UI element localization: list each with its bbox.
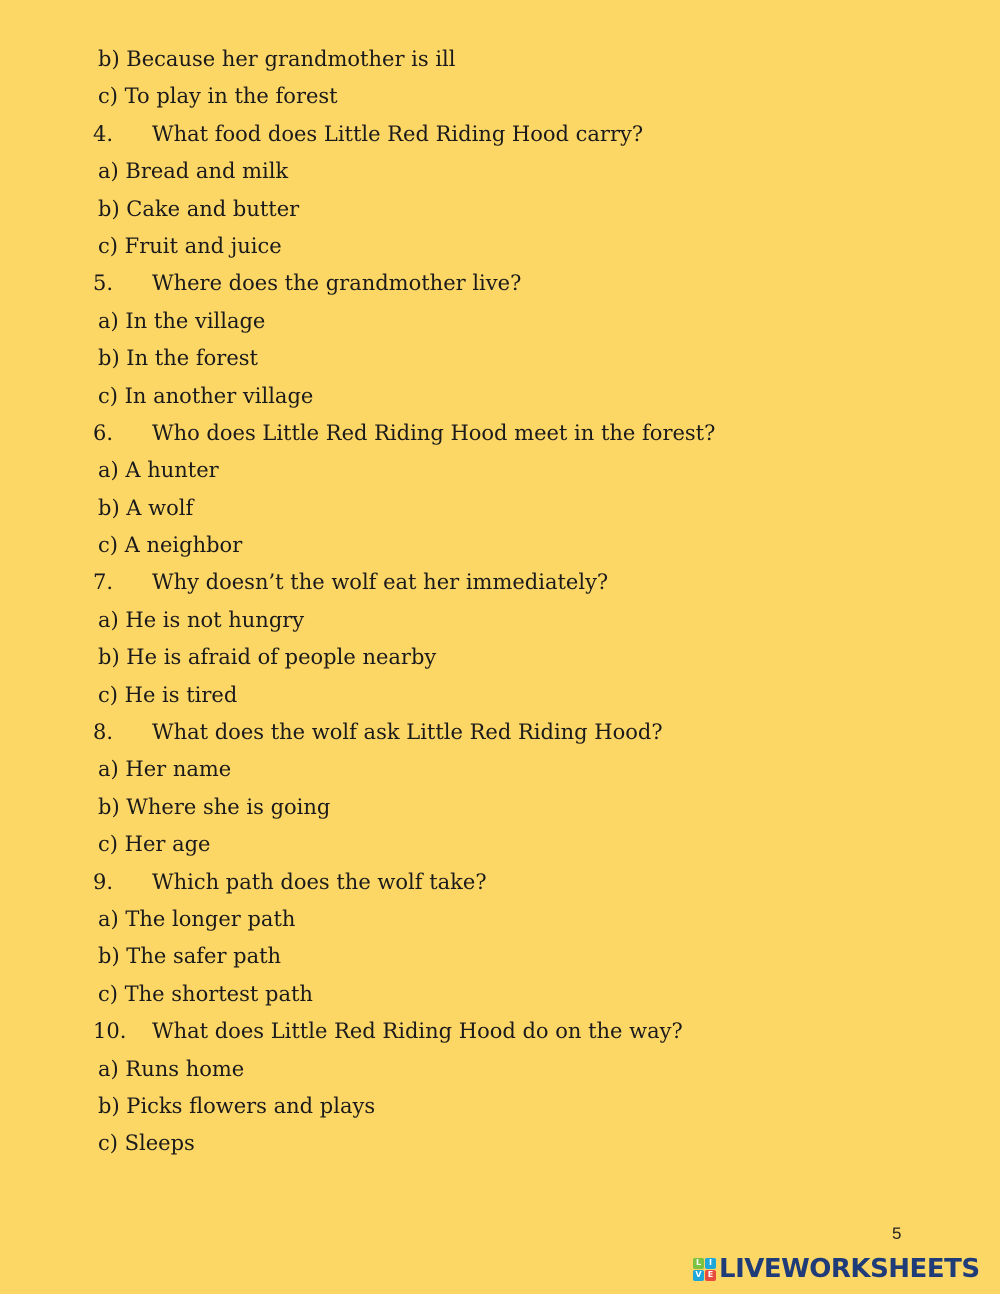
worksheet-content (0, 41, 1000, 1163)
answer-option: a) The longer path (98, 906, 296, 931)
question-text: What food does Little Red Riding Hood carry? (152, 121, 644, 146)
question-text: Who does Little Red Riding Hood meet in the forest? (152, 420, 716, 445)
question-line (0, 116, 1000, 153)
question-line (0, 1013, 1000, 1050)
answer-option: a) Runs home (98, 1056, 245, 1081)
answer-option: b) The safer path (98, 944, 282, 969)
answer-option: a) A hunter (98, 458, 219, 483)
page-number: 5 (892, 1224, 902, 1243)
question-text: Which path does the wolf take? (152, 869, 487, 894)
question-number: 5. (93, 271, 114, 296)
question-number: 7. (93, 570, 114, 595)
question-number: 8. (93, 720, 114, 745)
question-line (0, 415, 1000, 452)
question-number: 4. (93, 121, 114, 146)
question-line (0, 564, 1000, 601)
question-line (0, 265, 1000, 302)
answer-option: c) The shortest path (98, 981, 313, 1006)
question-line (0, 714, 1000, 751)
question-text: Why doesn’t the wolf eat her immediately? (152, 570, 609, 595)
answer-option: a) He is not hungry (98, 607, 305, 632)
answer-option: b) In the forest (98, 346, 258, 371)
answer-option: b) He is afraid of people nearby (98, 645, 437, 670)
logo-tile: V (693, 1270, 704, 1281)
answer-option: a) In the village (98, 308, 266, 333)
answer-option: b) Where she is going (98, 794, 331, 819)
answer-option: b) Cake and butter (98, 196, 300, 221)
answer-option: c) He is tired (98, 682, 238, 707)
answer-option: c) To play in the forest (98, 84, 338, 109)
answer-option: c) Sleeps (98, 1131, 195, 1156)
answer-option: c) Her age (98, 832, 211, 857)
answer-option: a) Bread and milk (98, 159, 289, 184)
question-text: What does Little Red Riding Hood do on the way? (152, 1019, 683, 1044)
question-number: 9. (93, 869, 114, 894)
logo-tiles-icon (693, 1258, 716, 1281)
answer-option: c) Fruit and juice (98, 233, 282, 258)
logo-tile: I (705, 1258, 716, 1269)
question-text: Where does the grandmother live? (152, 271, 522, 296)
logo-tile: E (705, 1270, 716, 1281)
question-number: 6. (93, 420, 114, 445)
answer-option: c) A neighbor (98, 533, 243, 558)
answer-option: b) Picks flowers and plays (98, 1093, 376, 1118)
liveworksheets-logo (693, 1252, 980, 1286)
question-text: What does the wolf ask Little Red Riding Hood? (152, 720, 663, 745)
question-line (0, 864, 1000, 901)
question-number: 10. (93, 1019, 127, 1044)
answer-option: c) In another village (98, 383, 314, 408)
answer-option: b) A wolf (98, 495, 194, 520)
logo-tile: L (693, 1258, 704, 1269)
answer-option: a) Her name (98, 757, 232, 782)
logo-text: LIVEWORKSHEETS (719, 1254, 980, 1284)
answer-option: b) Because her grandmother is ill (98, 47, 456, 71)
